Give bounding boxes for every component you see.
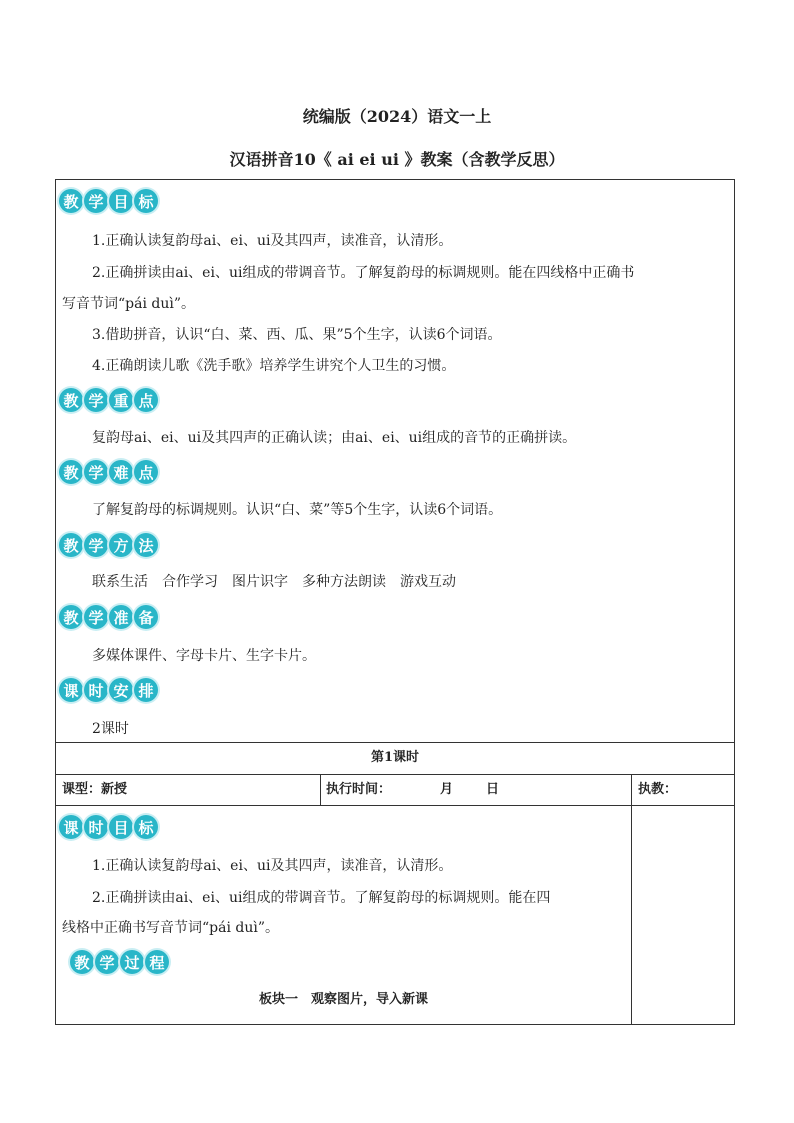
lesson-body [55, 806, 735, 1025]
section-header-schedule: 课 时 安 排 [59, 678, 158, 702]
overview-table [55, 179, 735, 743]
lesson-title: 第1课时 [55, 743, 735, 775]
section-header-difficulty: 教 学 难 点 [59, 460, 158, 484]
section-header-key: 教 学 重 点 [59, 388, 158, 412]
section-header-goal: 教 学 目 标 [59, 189, 158, 213]
section-header-method: 教 学 方 法 [59, 533, 158, 557]
schedule-line-1: 2课时 [92, 721, 129, 737]
lesson-goal-line-1: 1.正确认读复韵母ai、ei、ui及其四声，读准音，认清形。 [92, 858, 453, 874]
day-label: 日 [486, 782, 500, 797]
goal-line-5: 4.正确朗读儿歌《洗手歌》培养学生讲究个人卫生的习惯。 [92, 358, 456, 374]
goal-line-1: 1.正确认读复韵母ai、ei、ui及其四声，读准音，认清形。 [92, 233, 453, 249]
time-label: 执行时间： [326, 782, 392, 797]
prep-line-1: 多媒体课件、字母卡片、生字卡片。 [92, 648, 316, 664]
section-header-lesson-goal: 课 时 目 标 [59, 815, 158, 839]
goal-line-4: 3.借助拼音，认识“白、菜、西、瓜、果”5个生字，认读6个词语。 [92, 327, 502, 343]
method-line-1: 联系生活 合作学习 图片识字 多种方法朗读 游戏互动 [92, 574, 456, 590]
block-title: 板块一 观察图片，导入新课 [258, 992, 428, 1007]
section-header-process: 教 学 过 程 [70, 950, 169, 974]
lesson-goal-line-3: 线格中正确书写音节词“pái duì”。 [62, 920, 280, 936]
lesson-goal-line-2: 2.正确拼读由ai、ei、ui组成的带调音节。了解复韵母的标调规则。能在四 [92, 890, 551, 906]
teacher-label: 执教： [638, 782, 678, 797]
difficulty-line-1: 了解复韵母的标调规则。认识“白、菜”等5个生字，认读6个词语。 [92, 502, 503, 518]
goal-line-2: 2.正确拼读由ai、ei、ui组成的带调音节。了解复韵母的标调规则。能在四线格中正确书 [92, 265, 635, 281]
lesson-info-row [55, 775, 735, 806]
goal-line-3: 写音节词“pái duì”。 [62, 296, 196, 312]
lesson-type: 课型：新授 [62, 782, 128, 797]
month-label: 月 [440, 782, 454, 797]
key-line-1: 复韵母ai、ei、ui及其四声的正确认读；由ai、ei、ui组成的音节的正确拼读。 [92, 430, 577, 446]
doc-title-line1: 统编版（2024）语文一上 [302, 107, 492, 126]
section-header-prep: 教 学 准 备 [59, 605, 158, 629]
doc-title-line2: 汉语拼音10《 ai ei ui 》教案（含教学反思） [229, 150, 565, 169]
